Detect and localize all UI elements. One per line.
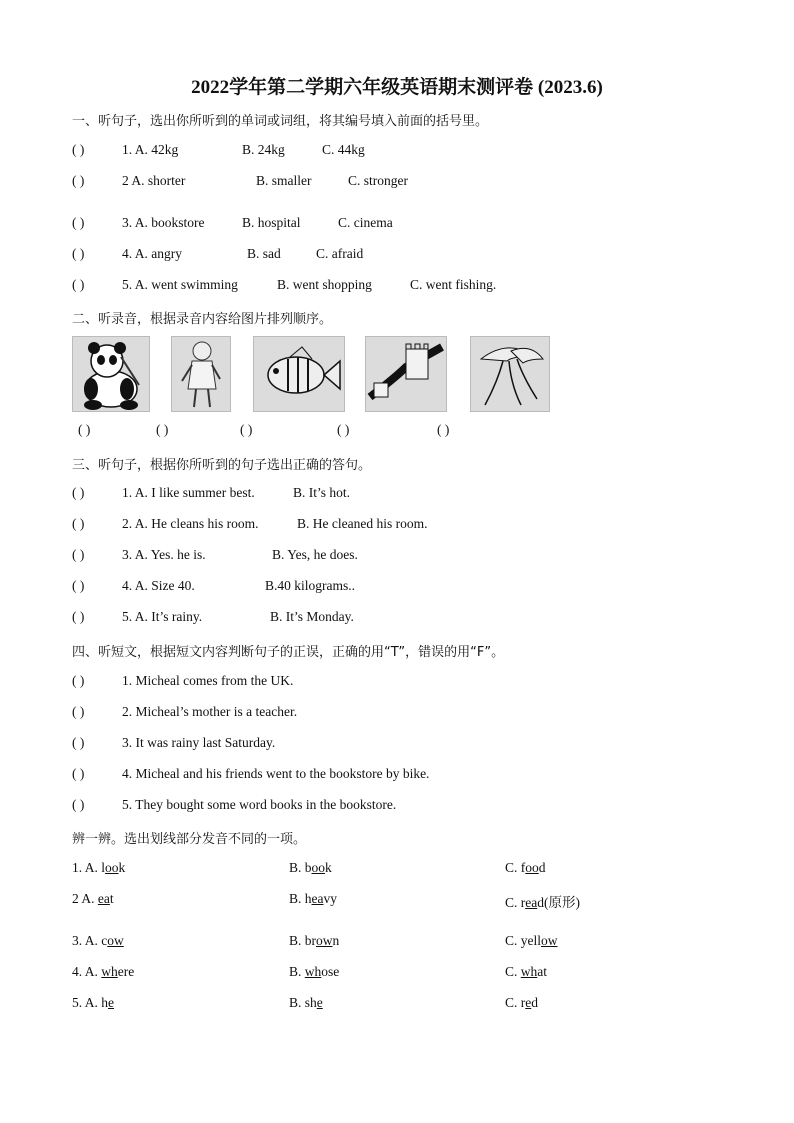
answer-blank[interactable]: ( ) <box>72 215 85 230</box>
option-b-underlined: ow <box>316 933 333 948</box>
picture-5-blank[interactable]: ( ) <box>437 422 450 437</box>
answer-blank[interactable]: ( ) <box>72 142 85 157</box>
answer-blank[interactable]: ( ) <box>72 797 85 812</box>
answer-blank[interactable]: ( ) <box>72 485 85 500</box>
option-c <box>505 891 580 911</box>
question-row <box>72 277 732 295</box>
option-a: 3. A. Yes. he is. <box>122 547 206 562</box>
section-2-heading: 二、听录音，根据录音内容给图片排列顺序。 <box>72 312 333 327</box>
section-5-heading: 辨一辨。选出划线部分发音不同的一项。 <box>72 832 307 847</box>
option-b: B. smaller <box>256 173 312 188</box>
answer-blank[interactable]: ( ) <box>72 735 85 750</box>
option-a-prefix: 1. A. l <box>72 860 106 875</box>
option-b: B. He cleaned his room. <box>297 516 428 531</box>
great-wall-image <box>365 336 447 412</box>
question-row <box>72 609 732 627</box>
option-a <box>72 933 124 949</box>
option-c: C. went fishing. <box>410 277 497 292</box>
option-a: 1. A. I like summer best. <box>122 485 255 500</box>
option-a-prefix: 2 A. <box>72 891 98 906</box>
option-b <box>289 933 339 949</box>
question-row <box>72 215 732 233</box>
option-a-prefix: 3. A. c <box>72 933 108 948</box>
doctor-image <box>171 336 231 412</box>
option-a: 5. A. It’s rainy. <box>122 609 203 624</box>
option-a: 2 A. shorter <box>122 173 186 188</box>
question-row <box>72 142 732 160</box>
option-c: C. stronger <box>348 173 408 188</box>
option-c-prefix: C. r <box>505 995 526 1010</box>
option-c: C. cinema <box>338 215 393 230</box>
answer-blank[interactable]: ( ) <box>72 704 85 719</box>
phonics-row <box>72 933 732 951</box>
option-a-underlined: e <box>108 995 115 1010</box>
option-b-prefix: B. b <box>289 860 312 875</box>
option-b-prefix: B. br <box>289 933 316 948</box>
option-c-prefix: C. f <box>505 860 526 875</box>
option-a: 3. A. bookstore <box>122 215 205 230</box>
option-b <box>289 995 323 1011</box>
option-a <box>72 995 114 1011</box>
option-c <box>505 933 558 949</box>
option-b-underlined: ea <box>311 891 324 906</box>
option-c-underlined: ea <box>525 895 538 910</box>
option-b-suffix: ose <box>321 964 340 979</box>
option-a <box>72 860 125 876</box>
option-b: B. 24kg <box>242 142 285 157</box>
option-a-underlined: oo <box>105 860 119 875</box>
option-c-suffix: d(原形) <box>537 895 580 910</box>
fish-image <box>253 336 345 412</box>
section-1-heading: 一、听句子，选出你所听到的单词或词组，将其编号填入前面的括号里。 <box>72 114 489 129</box>
question-row <box>72 547 732 565</box>
option-c-suffix: d <box>531 995 538 1010</box>
option-b: B. It’s Monday. <box>270 609 354 624</box>
option-c-suffix: d <box>538 860 546 875</box>
option-a: 5. A. went swimming <box>122 277 238 292</box>
answer-blank[interactable]: ( ) <box>72 246 85 261</box>
answer-blank[interactable]: ( ) <box>72 673 85 688</box>
statement-text: 5. They bought some word books in the bookstore. <box>122 797 397 812</box>
option-a <box>72 964 134 980</box>
picture-row <box>72 336 572 412</box>
option-a-prefix: 5. A. h <box>72 995 109 1010</box>
statement-row <box>72 735 732 753</box>
answer-blank[interactable]: ( ) <box>72 578 85 593</box>
tree-image <box>470 336 550 412</box>
section-4-heading: 四、听短文，根据短文内容判断句子的正误，正确的用“T”，错误的用“F”。 <box>72 645 505 660</box>
option-a-prefix: 4. A. <box>72 964 102 979</box>
option-c-underlined: ow <box>541 933 558 948</box>
option-b <box>289 891 337 907</box>
option-b-suffix: k <box>325 860 332 875</box>
option-c <box>505 964 547 980</box>
phonics-row <box>72 891 732 909</box>
option-c-underlined: wh <box>520 964 538 979</box>
option-b: B. hospital <box>242 215 301 230</box>
option-b <box>289 964 339 980</box>
picture-1-blank[interactable]: ( ) <box>78 422 91 437</box>
option-a-underlined: wh <box>101 964 118 979</box>
option-a-underlined: ea <box>97 891 110 906</box>
option-b: B. went shopping <box>277 277 372 292</box>
option-b-underlined: wh <box>304 964 322 979</box>
statement-text: 3. It was rainy last Saturday. <box>122 735 276 750</box>
option-b-prefix: B. h <box>289 891 312 906</box>
option-c-suffix: at <box>537 964 548 979</box>
section-3-heading: 三、听句子，根据你所听到的句子选出正确的答句。 <box>72 458 372 473</box>
page-title: 2022学年第二学期六年级英语期末测评卷 (2023.6) <box>191 77 603 98</box>
option-b-suffix: vy <box>323 891 337 906</box>
picture-4-blank[interactable]: ( ) <box>337 422 350 437</box>
option-b-prefix: B. sh <box>289 995 317 1010</box>
option-c-prefix: C. r <box>505 895 526 910</box>
option-c: C. 44kg <box>322 142 365 157</box>
statement-text: 4. Micheal and his friends went to the bookstore by bike. <box>122 766 430 781</box>
question-row <box>72 173 732 191</box>
statement-row <box>72 673 732 691</box>
option-c: C. afraid <box>316 246 364 261</box>
question-row <box>72 485 732 503</box>
option-a <box>72 891 114 907</box>
answer-blank[interactable]: ( ) <box>72 766 85 781</box>
option-c <box>505 995 538 1011</box>
option-a-suffix: ere <box>117 964 135 979</box>
statement-row <box>72 704 732 722</box>
statement-text: 1. Micheal comes from the UK. <box>122 673 294 688</box>
phonics-row <box>72 860 732 878</box>
option-a-suffix: k <box>118 860 126 875</box>
question-row <box>72 246 732 264</box>
picture-3-blank[interactable]: ( ) <box>240 422 253 437</box>
option-b: B. It’s hot. <box>293 485 351 500</box>
phonics-row <box>72 964 732 982</box>
option-b-suffix: n <box>332 933 340 948</box>
option-c-prefix: C. yell <box>505 933 541 948</box>
option-a: 1. A. 42kg <box>122 142 179 157</box>
answer-blank[interactable]: ( ) <box>72 547 85 562</box>
answer-blank[interactable]: ( ) <box>72 609 85 624</box>
option-a: 2. A. He cleans his room. <box>122 516 259 531</box>
option-b: B. Yes, he does. <box>272 547 358 562</box>
statement-row <box>72 797 732 815</box>
option-b-underlined: oo <box>311 860 326 875</box>
phonics-row <box>72 995 732 1013</box>
question-row <box>72 578 732 596</box>
option-b <box>289 860 332 876</box>
option-a-underlined: ow <box>107 933 124 948</box>
answer-blank[interactable]: ( ) <box>72 516 85 531</box>
option-b: B. sad <box>247 246 281 261</box>
question-row <box>72 516 732 534</box>
statement-text: 2. Micheal’s mother is a teacher. <box>122 704 298 719</box>
option-b-prefix: B. <box>289 964 305 979</box>
answer-blank[interactable]: ( ) <box>72 173 85 188</box>
option-b: B.40 kilograms.. <box>265 578 355 593</box>
panda-image <box>72 336 150 412</box>
option-c-underlined: oo <box>525 860 539 875</box>
option-a: 4. A. Size 40. <box>122 578 195 593</box>
statement-row <box>72 766 732 784</box>
option-c-prefix: C. <box>505 964 521 979</box>
picture-2-blank[interactable]: ( ) <box>156 422 169 437</box>
option-a: 4. A. angry <box>122 246 182 261</box>
option-c-underlined: e <box>525 995 532 1010</box>
answer-blank[interactable]: ( ) <box>72 277 85 292</box>
option-b-underlined: e <box>316 995 323 1010</box>
option-c <box>505 860 546 876</box>
option-a-suffix: t <box>109 891 114 906</box>
